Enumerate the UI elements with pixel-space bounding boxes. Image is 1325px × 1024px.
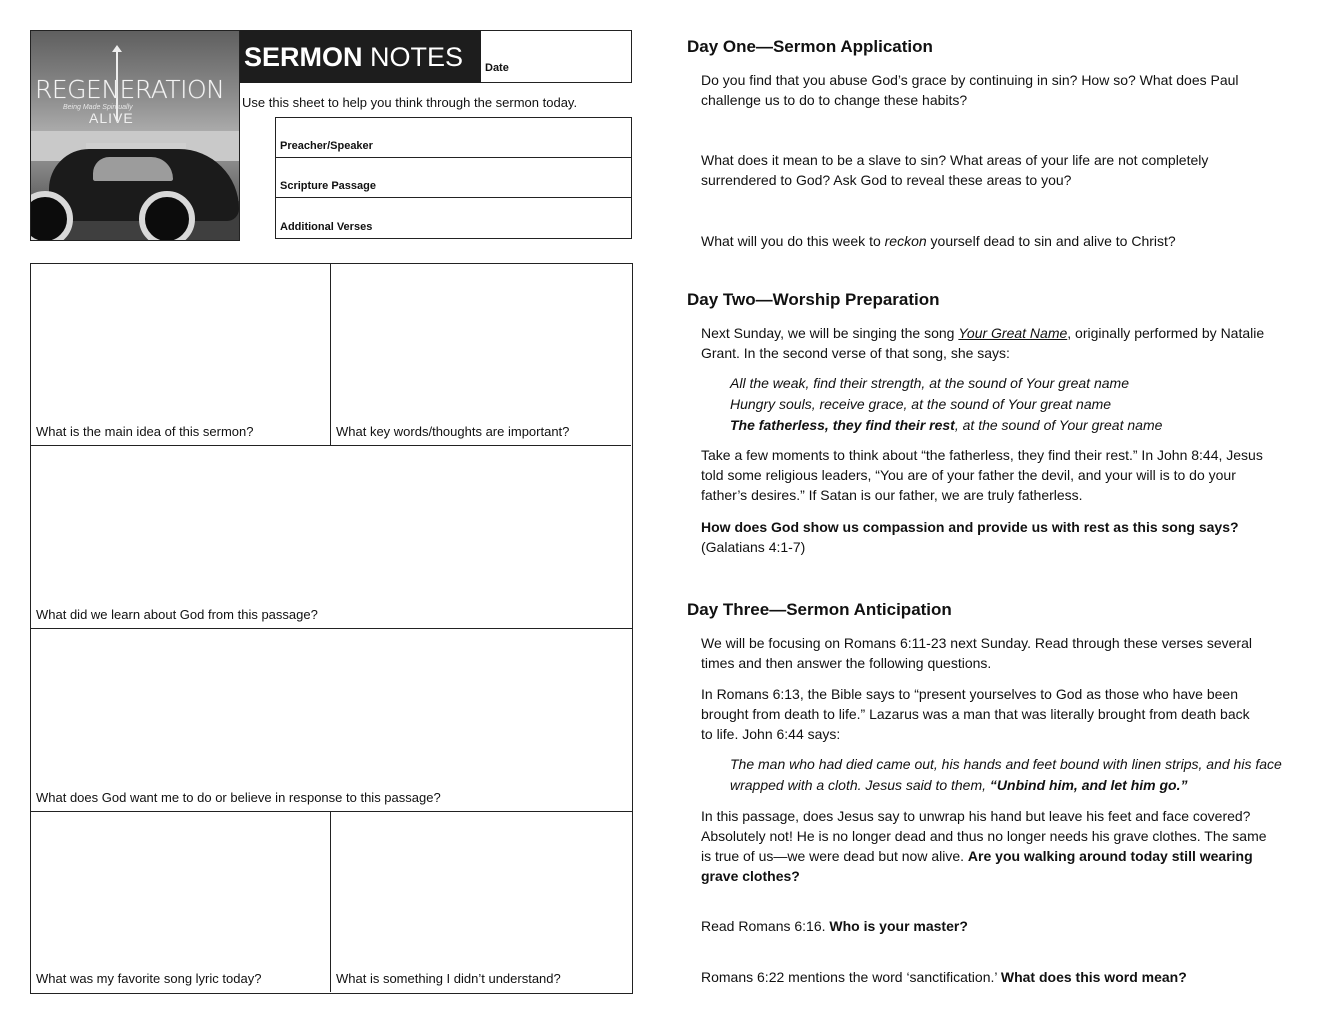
series-subtitle: Being Made Spiritually: [63, 104, 133, 111]
learn-about-god-box[interactable]: [31, 446, 632, 629]
page-title: [240, 30, 481, 83]
series-alive: ALIVE: [89, 110, 134, 126]
series-brand: REGENERATION: [35, 75, 225, 104]
day-three-paragraph-3: In this passage, does Jesus say to unwrap his hand but leave his feet and face covered? Absolutely not! He is no longer dead and thus no longer needs his grave clothes. The same is true of us—we were dead but now alive. Are you walking around today still wearing grave clothes?: [701, 808, 1267, 884]
didnt-understand-label: What is something I didn’t understand?: [336, 971, 561, 986]
title-bold: SERMON: [244, 42, 363, 72]
response-label: What does God want me to do or believe in response to this passage?: [36, 790, 441, 805]
verses-field[interactable]: [276, 198, 631, 238]
date-field[interactable]: [481, 30, 632, 83]
title-rest: NOTES: [362, 42, 464, 72]
key-words-label: What key words/thoughts are important?: [336, 424, 570, 439]
day-three-paragraph-1: We will be focusing on Romans 6:11-23 next Sunday. Read through these verses several times and then answer the following questions.: [701, 635, 1252, 671]
scripture-field[interactable]: [276, 158, 631, 198]
lyric-line-3: The fatherless, they find their rest, at the sound of Your great name: [730, 417, 1163, 433]
scripture-label: Scripture Passage: [280, 180, 376, 192]
day-two-heading: Day Two—Worship Preparation: [687, 290, 940, 309]
favorite-lyric-label: What was my favorite song lyric today?: [36, 971, 262, 986]
notes-grid: [30, 263, 633, 994]
preacher-label: Preacher/Speaker: [280, 140, 373, 152]
verses-label: Additional Verses: [280, 221, 373, 233]
day-one-paragraph-3: What will you do this week to reckon yourself dead to sin and alive to Christ?: [701, 233, 1176, 249]
john-quote: The man who had died came out, his hands and feet bound with linen strips, and his face wrapped with a cloth. Jesus said to them, “Unbind him, and let him go.”: [730, 756, 1282, 793]
key-words-box[interactable]: [331, 264, 631, 446]
car-window: [93, 157, 173, 181]
series-cover-image: [30, 30, 240, 241]
day-one-heading: Day One—Sermon Application: [687, 37, 933, 56]
learn-about-god-label: What did we learn about God from this passage?: [36, 607, 318, 622]
day-two-paragraph-1: Next Sunday, we will be singing the song Your Great Name, originally performed by Natalie Grant. In the second verse of that song, she says:: [701, 325, 1265, 361]
lyric-line-1: All the weak, find their strength, at the sound of Your great name: [730, 375, 1129, 391]
song-title: Your Great Name: [958, 325, 1068, 341]
favorite-lyric-box[interactable]: [31, 812, 331, 992]
main-idea-label: What is the main idea of this sermon?: [36, 424, 254, 439]
lyric-line-2: Hungry souls, receive grace, at the sound of Your great name: [730, 396, 1112, 412]
didnt-understand-box[interactable]: [331, 812, 631, 992]
day-one-paragraph-1: Do you find that you abuse God’s grace by continuing in sin? How so? What does Paul challenge us to do to change these habits?: [701, 72, 1239, 108]
day-three-heading: Day Three—Sermon Anticipation: [687, 600, 952, 619]
day-two-question: How does God show us compassion and provide us with rest as this song says? (Galatians 4:1-7): [701, 519, 1239, 555]
day-three-paragraph-4: Read Romans 6:16. Who is your master?: [701, 918, 968, 934]
instructions: Use this sheet to help you think through the sermon today.: [242, 95, 578, 110]
day-two-paragraph-2: Take a few moments to think about “the fatherless, they find their rest.” In John 8:44, Jesus told some religious leaders, “You are of your father the devil, and your will is to do your father’s desires.” If Satan is our father, we are truly fatherless.: [701, 447, 1263, 503]
day-one-paragraph-2: What does it mean to be a slave to sin? What areas of your life are not completely surrendered to God? Ask God to reveal these areas to you?: [701, 152, 1209, 188]
date-label: Date: [485, 62, 509, 74]
day-three-paragraph-2: In Romans 6:13, the Bible says to “present yourselves to God as those who have been brought from death to life.” Lazarus was a man that was literally brought from death back to life. John 6:44 says:: [701, 686, 1250, 742]
preacher-field[interactable]: [276, 118, 631, 158]
day-three-paragraph-5: Romans 6:22 mentions the word ‘sanctification.’ What does this word mean?: [701, 969, 1187, 985]
response-box[interactable]: [31, 629, 632, 812]
sermon-info-box: [275, 117, 632, 239]
main-idea-box[interactable]: [31, 264, 331, 446]
wheel-icon: [139, 191, 195, 241]
